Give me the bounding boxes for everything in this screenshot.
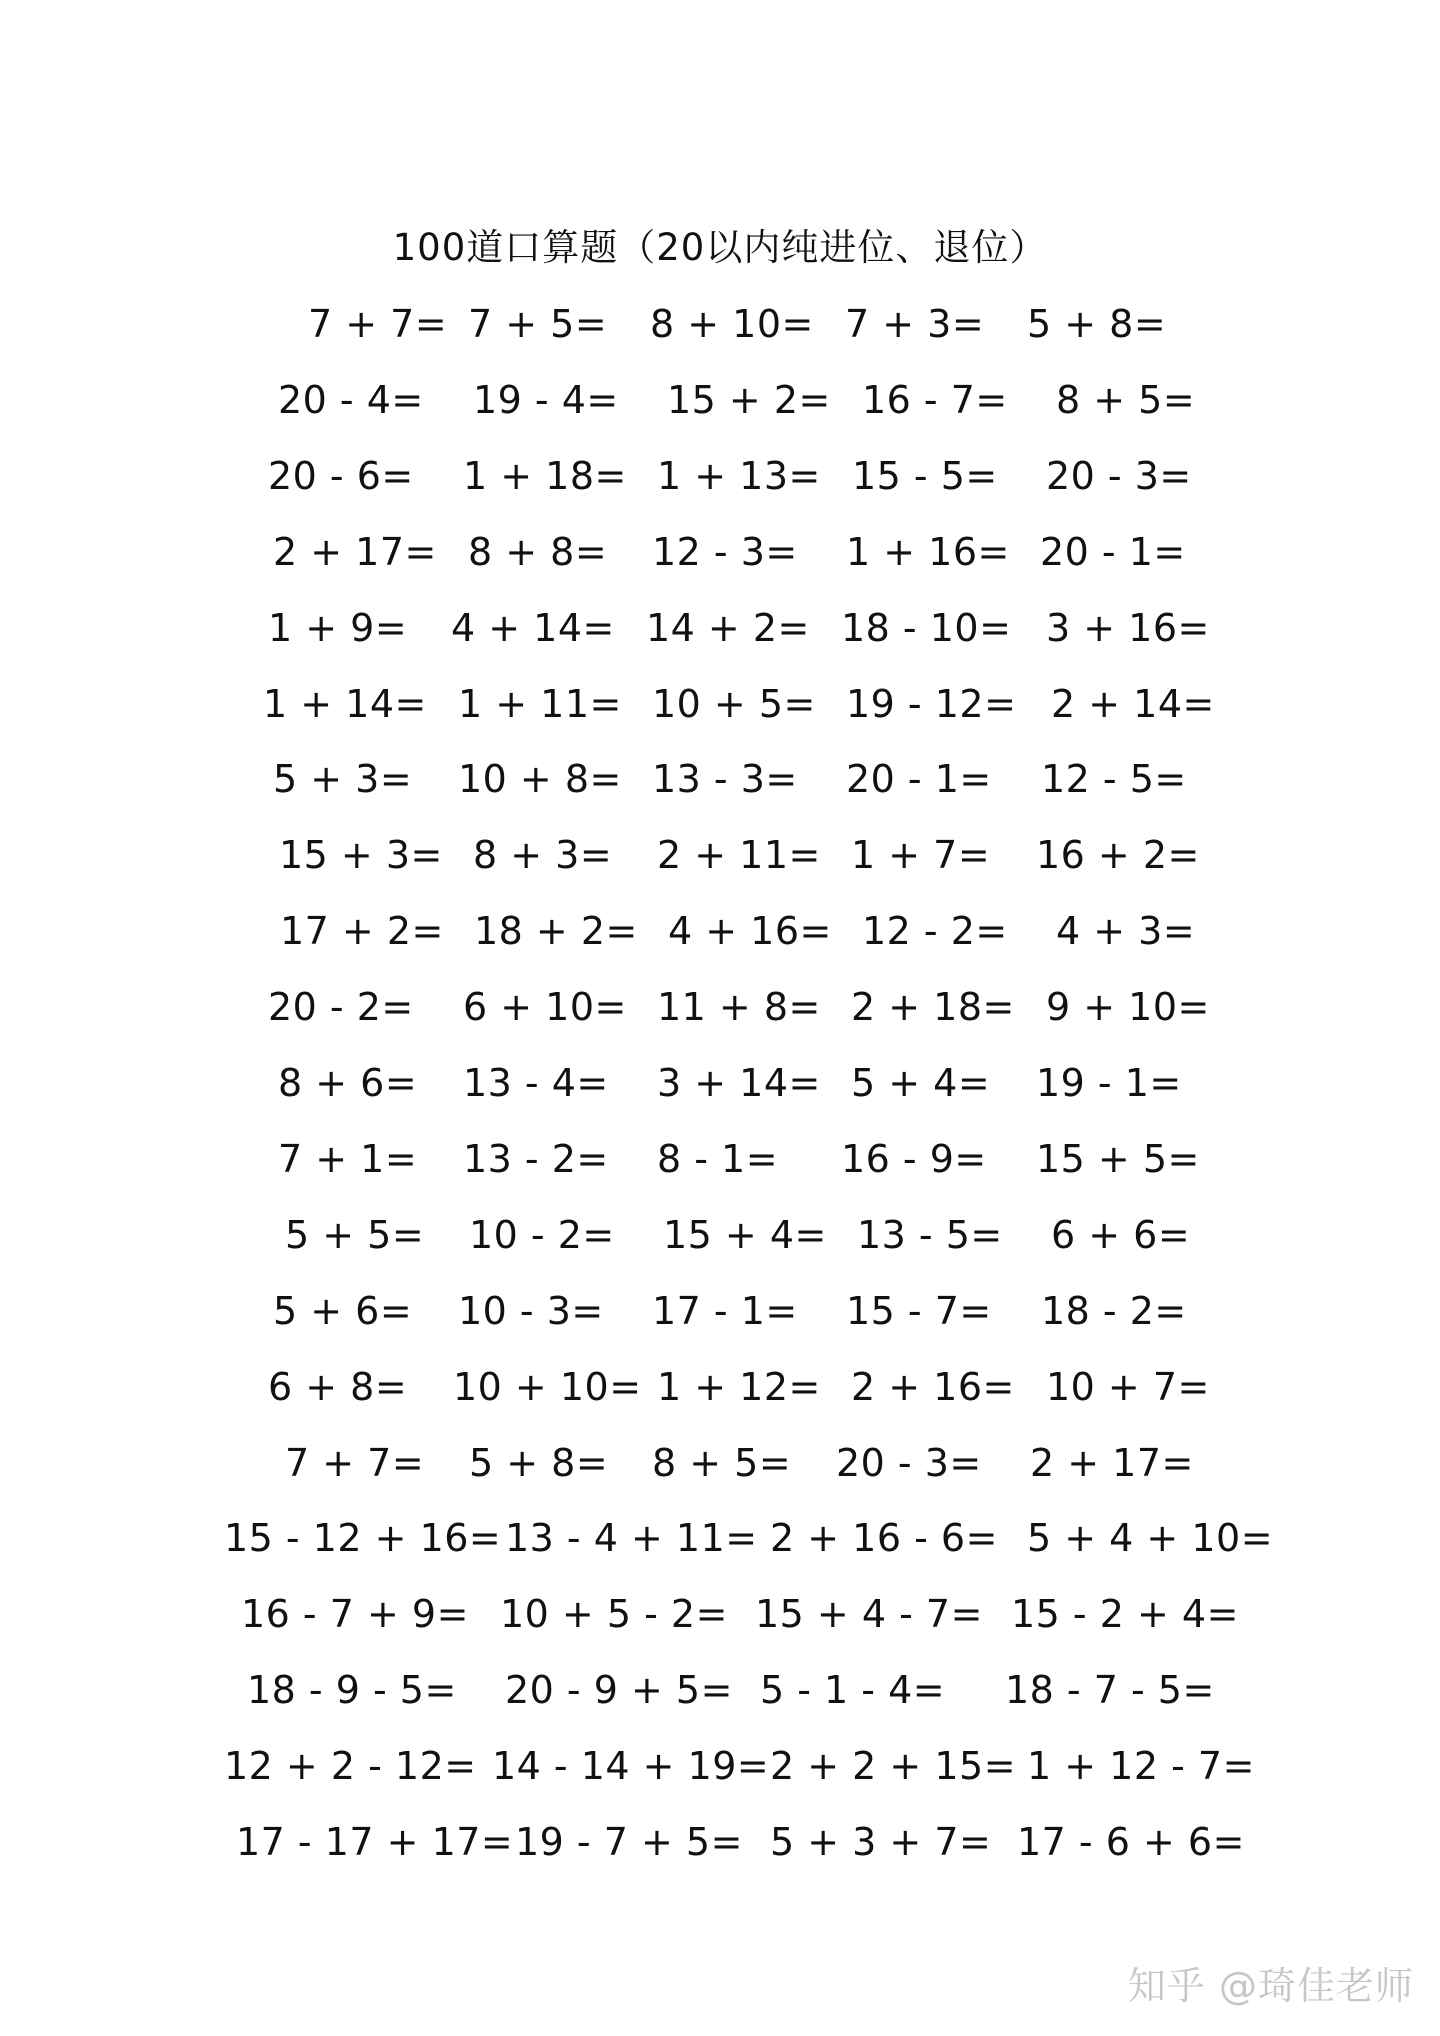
math-problem: 5 + 8=: [469, 1440, 609, 1485]
problem-row: [0, 600, 1440, 656]
math-problem: 15 + 3=: [279, 833, 443, 878]
math-problem: 15 + 4=: [663, 1212, 827, 1257]
math-problem: 2 + 17=: [273, 529, 437, 574]
math-problem: 7 + 7=: [308, 302, 448, 346]
problem-row: [0, 1662, 1440, 1718]
problem-row: [0, 296, 1440, 352]
math-problem: 3 + 16=: [1046, 605, 1210, 650]
math-problem: 5 + 4=: [851, 1061, 991, 1105]
math-problem: 14 + 2=: [646, 605, 810, 650]
math-problem: 17 - 17 + 17=: [236, 1820, 514, 1864]
math-problem: 15 + 5=: [1036, 1136, 1200, 1181]
math-problem: 5 + 3 + 7=: [770, 1820, 992, 1864]
math-problem: 18 - 2=: [1041, 1288, 1187, 1333]
problem-row: [0, 979, 1440, 1035]
math-problem: 19 - 1=: [1036, 1061, 1182, 1105]
math-problem: 2 + 16=: [851, 1364, 1015, 1409]
math-problem: 20 - 1=: [846, 757, 992, 802]
math-problem: 1 + 13=: [657, 453, 821, 498]
math-problem: 2 + 11=: [657, 833, 821, 878]
problem-row: [0, 1814, 1440, 1870]
math-problem: 13 - 5=: [857, 1212, 1003, 1257]
math-problem: 19 - 4=: [473, 377, 619, 422]
math-problem: 10 + 10=: [453, 1364, 642, 1409]
math-problem: 7 + 1=: [278, 1136, 418, 1181]
math-problem: 8 - 1=: [657, 1136, 779, 1181]
math-problem: 6 + 6=: [1051, 1212, 1191, 1257]
math-problem: 15 + 4 - 7=: [755, 1592, 983, 1637]
math-problem: 15 - 5=: [852, 453, 998, 498]
problem-row: [0, 903, 1440, 959]
math-problem: 12 - 2=: [862, 909, 1008, 954]
problem-row: [0, 1283, 1440, 1339]
math-problem: 5 + 5=: [285, 1212, 425, 1257]
math-problem: 14 - 14 + 19=: [492, 1744, 770, 1789]
math-problem: 13 - 3=: [652, 757, 798, 802]
math-problem: 12 + 2 - 12=: [224, 1744, 477, 1789]
math-problem: 8 + 5=: [652, 1440, 792, 1485]
math-problem: 2 + 2 + 15=: [770, 1744, 1017, 1789]
math-problem: 13 - 4 + 11=: [505, 1516, 758, 1561]
math-problem: 7 + 5=: [468, 302, 608, 346]
math-problem: 2 + 14=: [1051, 681, 1215, 726]
math-problem: 15 - 7=: [846, 1288, 992, 1333]
math-problem: 16 - 7=: [862, 377, 1008, 422]
math-problem: 12 - 5=: [1041, 757, 1187, 802]
math-problem: 1 + 14=: [263, 681, 427, 726]
math-problem: 3 + 14=: [657, 1061, 821, 1105]
problem-row: [0, 676, 1440, 732]
math-problem: 6 + 10=: [463, 985, 627, 1030]
math-problem: 19 - 12=: [846, 681, 1017, 726]
math-problem: 20 - 3=: [1046, 453, 1192, 498]
math-problem: 1 + 12=: [657, 1364, 821, 1409]
math-problem: 15 - 12 + 16=: [224, 1516, 502, 1561]
math-problem: 20 - 3=: [836, 1440, 982, 1485]
math-problem: 1 + 12 - 7=: [1027, 1744, 1255, 1789]
math-problem: 4 + 3=: [1056, 909, 1196, 954]
problem-row: [0, 448, 1440, 504]
problem-row: [0, 524, 1440, 580]
math-problem: 10 - 2=: [469, 1212, 615, 1257]
math-problem: 8 + 3=: [473, 833, 613, 878]
math-problem: 5 + 8=: [1027, 302, 1167, 346]
math-problem: 8 + 8=: [468, 529, 608, 574]
math-problem: 13 - 4=: [463, 1061, 609, 1105]
math-problem: 17 + 2=: [280, 909, 444, 954]
math-problem: 10 + 8=: [458, 757, 622, 802]
problem-row: [0, 1510, 1440, 1566]
math-problem: 1 + 7=: [851, 833, 991, 878]
math-problem: 2 + 16 - 6=: [770, 1516, 998, 1561]
math-problem: 18 - 9 - 5=: [247, 1668, 457, 1713]
math-problem: 9 + 10=: [1046, 985, 1210, 1030]
math-problem: 18 - 10=: [841, 605, 1012, 650]
math-problem: 4 + 14=: [451, 605, 615, 650]
math-problem: 1 + 18=: [463, 453, 627, 498]
math-problem: 13 - 2=: [463, 1136, 609, 1181]
math-problem: 11 + 8=: [657, 985, 821, 1030]
problem-row: [0, 372, 1440, 428]
math-problem: 20 - 6=: [268, 453, 414, 498]
math-problem: 10 + 7=: [1046, 1364, 1210, 1409]
math-problem: 15 - 2 + 4=: [1011, 1592, 1239, 1637]
math-problem: 15 + 2=: [667, 377, 831, 422]
math-problem: 18 - 7 - 5=: [1005, 1668, 1215, 1713]
math-problem: 16 - 7 + 9=: [241, 1592, 469, 1637]
math-problem: 8 + 5=: [1056, 377, 1196, 422]
math-problem: 8 + 10=: [650, 302, 814, 346]
problem-row: [0, 751, 1440, 807]
math-problem: 16 + 2=: [1036, 833, 1200, 878]
problem-row: [0, 1359, 1440, 1415]
math-problem: 5 - 1 - 4=: [760, 1668, 946, 1713]
problem-row: [0, 1055, 1440, 1111]
math-problem: 16 - 9=: [841, 1136, 987, 1181]
worksheet-title: 100道口算题（20以内纯进位、退位）: [392, 226, 1048, 269]
math-problem: 7 + 3=: [845, 302, 985, 346]
math-problem: 8 + 6=: [278, 1061, 418, 1105]
math-problem: 18 + 2=: [474, 909, 638, 954]
math-problem: 10 + 5=: [652, 681, 816, 726]
math-problem: 17 - 1=: [652, 1288, 798, 1333]
math-problem: 6 + 8=: [268, 1364, 408, 1409]
math-problem: 20 - 4=: [278, 377, 424, 422]
math-problem: 20 - 9 + 5=: [505, 1668, 733, 1713]
math-problem: 1 + 16=: [846, 529, 1010, 574]
math-problem: 12 - 3=: [652, 529, 798, 574]
problem-row: [0, 827, 1440, 883]
math-problem: 1 + 11=: [458, 681, 622, 726]
problem-row: [0, 1435, 1440, 1491]
math-problem: 10 + 5 - 2=: [500, 1592, 728, 1637]
math-problem: 7 + 7=: [285, 1440, 425, 1485]
math-problem: 2 + 18=: [851, 985, 1015, 1030]
math-problem: 19 - 7 + 5=: [515, 1820, 743, 1864]
math-problem: 2 + 17=: [1030, 1440, 1194, 1485]
math-problem: 4 + 16=: [668, 909, 832, 954]
math-problem: 1 + 9=: [268, 605, 408, 650]
problem-row: [0, 1131, 1440, 1187]
math-problem: 20 - 2=: [268, 985, 414, 1030]
problem-row: [0, 1586, 1440, 1642]
math-problem: 10 - 3=: [458, 1288, 604, 1333]
math-problem: 5 + 6=: [273, 1288, 413, 1333]
problem-row: [0, 1207, 1440, 1263]
problem-row: [0, 1738, 1440, 1794]
watermark: 知乎 @琦佳老师: [1127, 1964, 1414, 2008]
math-problem: 20 - 1=: [1040, 529, 1186, 574]
math-problem: 5 + 3=: [273, 757, 413, 802]
math-problem: 5 + 4 + 10=: [1027, 1516, 1274, 1561]
math-problem: 17 - 6 + 6=: [1017, 1820, 1245, 1864]
